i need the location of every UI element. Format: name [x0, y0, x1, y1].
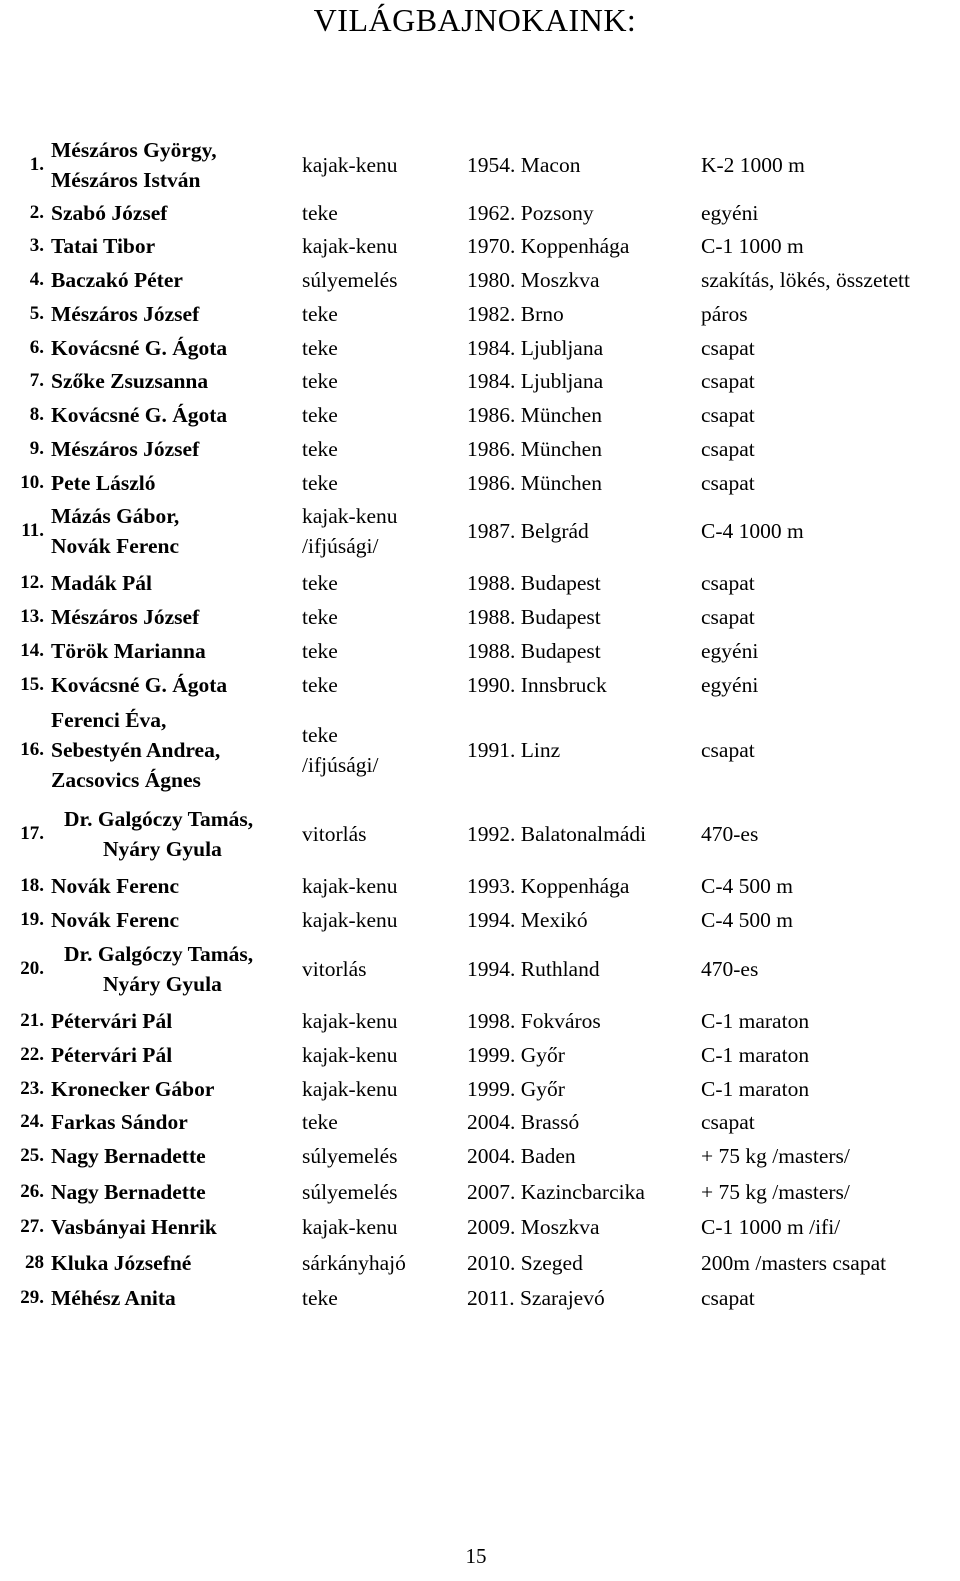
athlete-name — [51, 1072, 306, 1106]
event: csapat — [701, 738, 755, 762]
row-number — [0, 1139, 44, 1173]
sport — [302, 466, 467, 500]
sport — [302, 566, 467, 600]
athlete-name-line: Pétervári Pál — [51, 1043, 173, 1067]
sport-line: kajak-kenu — [302, 1215, 398, 1239]
row-number-text: 18. — [20, 875, 44, 896]
sport — [302, 229, 467, 263]
athlete-name — [51, 903, 306, 937]
row-number — [0, 1210, 44, 1244]
sport-line: súlyemelés — [302, 1144, 398, 1168]
event: csapat — [701, 1110, 755, 1134]
row-number-text: 2. — [29, 202, 44, 223]
athlete-name — [51, 1004, 306, 1038]
athlete-name — [51, 196, 306, 230]
athlete-name — [51, 263, 306, 297]
event: szakítás, lökés, összetett — [701, 268, 910, 292]
athlete-name-line: Pétervári Pál — [51, 1009, 173, 1033]
row-number — [0, 331, 44, 365]
athlete-name-line: Török Marianna — [51, 639, 206, 663]
row-number — [0, 804, 44, 864]
row-number-text: 23. — [20, 1078, 44, 1099]
athlete-name-line: Mészáros József — [51, 605, 200, 629]
row-number-text: 6. — [29, 337, 44, 358]
list-item — [0, 398, 960, 432]
list-item — [0, 668, 960, 702]
athlete-name-line: Nagy Bernadette — [51, 1180, 206, 1204]
event: egyéni — [701, 639, 759, 663]
row-number — [0, 398, 44, 432]
sport — [302, 1139, 467, 1173]
sport — [302, 196, 467, 230]
sport — [302, 398, 467, 432]
year-place: 1970. Koppenhága — [467, 234, 630, 258]
athlete-name-line: Szabó József — [51, 201, 168, 225]
sport-line: kajak-kenu — [302, 504, 398, 528]
list-item — [0, 566, 960, 600]
list-item — [0, 196, 960, 230]
athlete-name — [51, 501, 306, 561]
athlete-name — [51, 939, 306, 999]
sport-line: /ifjúsági/ — [302, 534, 379, 558]
year-place: 1999. Győr — [467, 1077, 565, 1101]
sport-line: teke — [302, 639, 338, 663]
row-number-text: 16. — [20, 739, 44, 760]
row-number — [0, 634, 44, 668]
athlete-name — [51, 466, 306, 500]
sport-line: súlyemelés — [302, 1180, 398, 1204]
athlete-name — [51, 1139, 306, 1173]
row-number-text: 13. — [20, 606, 44, 627]
list-item — [0, 331, 960, 365]
row-number-text: 12. — [20, 572, 44, 593]
list-item — [0, 501, 960, 561]
year-place: 1998. Fokváros — [467, 1009, 601, 1033]
sport-line: teke — [302, 673, 338, 697]
row-number-text: 29. — [20, 1287, 44, 1308]
list-item — [0, 1281, 960, 1315]
row-number — [0, 705, 44, 795]
row-number-text: 21. — [20, 1010, 44, 1031]
sport-line: kajak-kenu — [302, 908, 398, 932]
event: C-4 500 m — [701, 908, 793, 932]
row-number-text: 9. — [29, 438, 44, 459]
athlete-name-line: Pete László — [51, 471, 156, 495]
row-number — [0, 466, 44, 500]
list-item — [0, 364, 960, 398]
sport — [302, 1038, 467, 1072]
year-place: 1984. Ljubljana — [467, 369, 604, 393]
sport-line: teke — [302, 471, 338, 495]
sport-line: teke — [302, 302, 338, 326]
sport — [302, 939, 467, 999]
list-item — [0, 263, 960, 297]
sport — [302, 634, 467, 668]
row-number — [0, 263, 44, 297]
row-number — [0, 1246, 44, 1280]
row-number — [0, 1072, 44, 1106]
athlete-name-line: Kovácsné G. Ágota — [51, 403, 228, 427]
event: csapat — [701, 369, 755, 393]
sport — [302, 668, 467, 702]
sport-line: súlyemelés — [302, 268, 398, 292]
list-item — [0, 1038, 960, 1072]
list-item — [0, 1105, 960, 1139]
athlete-name-line: Novák Ferenc — [51, 534, 179, 558]
sport-line: vitorlás — [302, 957, 367, 981]
row-number-text: 17. — [20, 823, 44, 844]
event: egyéni — [701, 673, 759, 697]
athlete-name-line: Farkas Sándor — [51, 1110, 188, 1134]
sport-line: kajak-kenu — [302, 874, 398, 898]
athlete-name — [51, 1038, 306, 1072]
event: C-4 1000 m — [701, 519, 804, 543]
list-item — [0, 297, 960, 331]
row-number — [0, 600, 44, 634]
sport — [302, 297, 467, 331]
athlete-name-line: Vasbányai Henrik — [51, 1215, 217, 1239]
athlete-name-line: Nagy Bernadette — [51, 1144, 206, 1168]
athlete-name — [51, 634, 306, 668]
sport-line: teke — [302, 201, 338, 225]
event: C-1 1000 m — [701, 234, 804, 258]
athlete-name — [51, 1246, 306, 1280]
athlete-name-line: Kluka Józsefné — [51, 1251, 192, 1275]
athlete-name-line: Zacsovics Ágnes — [51, 768, 201, 792]
athlete-name-line: Mészáros István — [51, 168, 201, 192]
athlete-name-line: Kovácsné G. Ágota — [51, 673, 228, 697]
year-place: 1988. Budapest — [467, 605, 601, 629]
row-number — [0, 903, 44, 937]
event: csapat — [701, 336, 755, 360]
sport-line: sárkányhajó — [302, 1251, 406, 1275]
sport-line: teke — [302, 336, 338, 360]
athlete-name-line: Kovácsné G. Ágota — [51, 336, 228, 360]
list-item — [0, 466, 960, 500]
athlete-name-line: Novák Ferenc — [51, 874, 179, 898]
year-place: 1991. Linz — [467, 738, 561, 762]
row-number — [0, 135, 44, 195]
event: csapat — [701, 605, 755, 629]
sport-line: teke — [302, 369, 338, 393]
event: egyéni — [701, 201, 759, 225]
athlete-name-line: Sebestyén Andrea, — [51, 738, 221, 762]
row-number-text: 10. — [20, 472, 44, 493]
event: csapat — [701, 1286, 755, 1310]
event: csapat — [701, 403, 755, 427]
event: C-1 maraton — [701, 1043, 810, 1067]
athlete-name — [51, 705, 306, 795]
row-number — [0, 229, 44, 263]
sport-line: /ifjúsági/ — [302, 753, 379, 777]
athlete-name — [51, 364, 306, 398]
row-number — [0, 1105, 44, 1139]
row-number — [0, 297, 44, 331]
year-place: 1980. Moszkva — [467, 268, 600, 292]
athlete-name — [51, 398, 306, 432]
row-number — [0, 1175, 44, 1209]
athlete-name — [51, 1105, 306, 1139]
athlete-name-line: Mészáros György, — [51, 138, 217, 162]
row-number-text: 7. — [29, 370, 44, 391]
sport-line: teke — [302, 403, 338, 427]
list-item — [0, 1175, 960, 1209]
year-place: 1999. Győr — [467, 1043, 565, 1067]
list-item — [0, 634, 960, 668]
sport — [302, 135, 467, 195]
athlete-name-line: Kronecker Gábor — [51, 1077, 215, 1101]
event: K-2 1000 m — [701, 153, 805, 177]
list-item — [0, 1139, 960, 1173]
year-place: 1982. Brno — [467, 302, 564, 326]
sport-line: teke — [302, 605, 338, 629]
event: páros — [701, 302, 748, 326]
sport — [302, 331, 467, 365]
row-number — [0, 501, 44, 561]
athlete-name — [51, 1210, 306, 1244]
sport-line: kajak-kenu — [302, 234, 398, 258]
athlete-name-line: Baczakó Péter — [51, 268, 183, 292]
list-item — [0, 939, 960, 999]
sport — [302, 903, 467, 937]
year-place: 1992. Balatonalmádi — [467, 822, 647, 846]
athlete-name — [51, 668, 306, 702]
list-item — [0, 1072, 960, 1106]
row-number-text: 26. — [20, 1181, 44, 1202]
athlete-name-line: Mészáros József — [51, 437, 200, 461]
athlete-name-line: Tatai Tibor — [51, 234, 156, 258]
list-item — [0, 600, 960, 634]
athlete-name — [51, 331, 306, 365]
sport — [302, 1072, 467, 1106]
sport — [302, 263, 467, 297]
row-number-text: 14. — [20, 640, 44, 661]
year-place: 1990. Innsbruck — [467, 673, 607, 697]
year-place: 1994. Ruthland — [467, 957, 600, 981]
row-number — [0, 566, 44, 600]
event: 470-es — [701, 822, 759, 846]
row-number — [0, 1038, 44, 1072]
row-number-text: 8. — [29, 404, 44, 425]
list-item — [0, 903, 960, 937]
list-item — [0, 869, 960, 903]
sport-line: vitorlás — [302, 822, 367, 846]
row-number — [0, 668, 44, 702]
athlete-name-line: Novák Ferenc — [51, 908, 179, 932]
page-title: VILÁGBAJNOKAINK: — [313, 2, 637, 38]
event: C-4 500 m — [701, 874, 793, 898]
row-number-text: 3. — [29, 235, 44, 256]
year-place: 1954. Macon — [467, 153, 581, 177]
row-number-text: 22. — [20, 1044, 44, 1065]
list-item — [0, 1246, 960, 1280]
list-item — [0, 229, 960, 263]
sport — [302, 1246, 467, 1280]
sport — [302, 1004, 467, 1038]
row-number-text: 25. — [20, 1145, 44, 1166]
year-place: 1987. Belgrád — [467, 519, 589, 543]
sport — [302, 600, 467, 634]
athlete-name-line: Mázás Gábor, — [51, 504, 180, 528]
sport — [302, 705, 467, 795]
athlete-name-line: Ferenci Éva, — [51, 708, 167, 732]
list-item — [0, 705, 960, 795]
athlete-name — [51, 229, 306, 263]
year-place: 1986. München — [467, 471, 602, 495]
row-number-text: 1. — [29, 154, 44, 175]
sport — [302, 1210, 467, 1244]
sport — [302, 1175, 467, 1209]
row-number-text: 24. — [20, 1111, 44, 1132]
athlete-name — [51, 566, 306, 600]
year-place: 1988. Budapest — [467, 571, 601, 595]
athlete-name — [51, 1281, 306, 1315]
event: csapat — [701, 471, 755, 495]
year-place: 1988. Budapest — [467, 639, 601, 663]
athlete-name — [51, 1175, 306, 1209]
year-place: 2010. Szeged — [467, 1251, 583, 1275]
row-number — [0, 869, 44, 903]
event: + 75 kg /masters/ — [701, 1144, 850, 1168]
athlete-name — [51, 869, 306, 903]
athlete-name-line: Mészáros József — [51, 302, 200, 326]
event: + 75 kg /masters/ — [701, 1180, 850, 1204]
sport-line: teke — [302, 1110, 338, 1134]
sport — [302, 1281, 467, 1315]
athlete-name-line: Méhész Anita — [51, 1286, 176, 1310]
year-place: 1962. Pozsony — [467, 201, 594, 225]
sport-line: teke — [302, 571, 338, 595]
event: C-1 1000 m /ifi/ — [701, 1215, 841, 1239]
sport-line: kajak-kenu — [302, 1043, 398, 1067]
athlete-name-line: Dr. Galgóczy Tamás, — [64, 807, 254, 831]
year-place: 2004. Baden — [467, 1144, 576, 1168]
event: C-1 maraton — [701, 1077, 810, 1101]
sport — [302, 869, 467, 903]
row-number — [0, 939, 44, 999]
year-place: 1986. München — [467, 437, 602, 461]
sport — [302, 1105, 467, 1139]
sport-line: teke — [302, 723, 338, 747]
row-number-text: 5. — [29, 303, 44, 324]
list-item — [0, 804, 960, 864]
row-number — [0, 1281, 44, 1315]
athlete-name-line: Szőke Zsuzsanna — [51, 369, 209, 393]
sport — [302, 364, 467, 398]
row-number — [0, 432, 44, 466]
year-place: 2004. Brassó — [467, 1110, 580, 1134]
row-number-text: 28 — [25, 1252, 44, 1273]
sport — [302, 501, 467, 561]
sport-line: kajak-kenu — [302, 1077, 398, 1101]
sport — [302, 804, 467, 864]
sport-line: kajak-kenu — [302, 153, 398, 177]
list-item — [0, 1210, 960, 1244]
sport-line: kajak-kenu — [302, 1009, 398, 1033]
athlete-name — [51, 135, 306, 195]
row-number-text: 11. — [21, 520, 44, 541]
year-place: 2007. Kazincbarcika — [467, 1180, 645, 1204]
list-item — [0, 135, 960, 195]
athlete-name-line: Dr. Galgóczy Tamás, — [64, 942, 254, 966]
page-number: 15 — [465, 1544, 487, 1568]
row-number-text: 15. — [20, 674, 44, 695]
year-place: 1984. Ljubljana — [467, 336, 604, 360]
year-place: 2011. Szarajevó — [467, 1286, 605, 1310]
row-number — [0, 364, 44, 398]
year-place: 1994. Mexikó — [467, 908, 588, 932]
athlete-name-line: Madák Pál — [51, 571, 152, 595]
year-place: 2009. Moszkva — [467, 1215, 600, 1239]
event: 200m /masters csapat — [701, 1251, 887, 1275]
athlete-name — [51, 600, 306, 634]
athlete-name — [51, 432, 306, 466]
list-item — [0, 432, 960, 466]
year-place: 1993. Koppenhága — [467, 874, 630, 898]
row-number-text: 27. — [20, 1216, 44, 1237]
event: csapat — [701, 571, 755, 595]
row-number-text: 19. — [20, 909, 44, 930]
row-number-text: 4. — [29, 269, 44, 290]
sport-line: teke — [302, 1286, 338, 1310]
list-item — [0, 1004, 960, 1038]
event: csapat — [701, 437, 755, 461]
athlete-name-line: Nyáry Gyula — [103, 837, 222, 861]
athlete-name — [51, 804, 306, 864]
sport-line: teke — [302, 437, 338, 461]
sport — [302, 432, 467, 466]
row-number — [0, 1004, 44, 1038]
event: C-1 maraton — [701, 1009, 810, 1033]
row-number-text: 20. — [20, 958, 44, 979]
athlete-name-line: Nyáry Gyula — [103, 972, 222, 996]
year-place: 1986. München — [467, 403, 602, 427]
event: 470-es — [701, 957, 759, 981]
athlete-name — [51, 297, 306, 331]
row-number — [0, 196, 44, 230]
